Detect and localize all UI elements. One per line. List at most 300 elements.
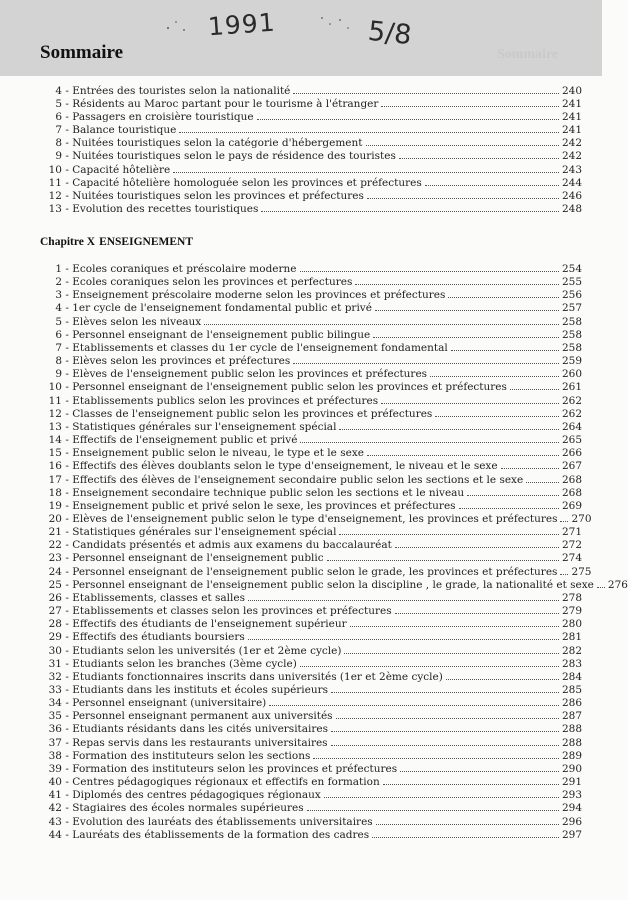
item-separator: -	[62, 618, 73, 631]
dot-leader	[372, 828, 559, 838]
item-page: 271	[561, 526, 582, 539]
dot-leader	[331, 736, 559, 746]
toc-row[interactable]	[40, 499, 582, 512]
item-title: Balance touristique	[72, 124, 177, 137]
item-number: 28	[48, 618, 62, 631]
item-separator: -	[62, 176, 73, 189]
dot-leader	[248, 630, 559, 640]
toc-row[interactable]	[40, 762, 582, 775]
toc-row[interactable]	[40, 644, 582, 657]
item-number: 17	[48, 473, 62, 486]
toc-row[interactable]	[40, 683, 582, 696]
item-number: 6	[55, 328, 62, 341]
dot-leader	[336, 709, 559, 719]
dot-leader	[383, 775, 559, 785]
item-number: 11	[48, 394, 62, 407]
item-separator: -	[62, 657, 73, 670]
item-number: 10	[48, 381, 62, 394]
dot-leader	[327, 551, 559, 561]
toc-row[interactable]	[40, 301, 582, 314]
toc-row[interactable]	[40, 578, 628, 591]
item-number: 41	[48, 789, 62, 802]
toc-row[interactable]	[40, 801, 582, 814]
toc-row[interactable]	[40, 828, 582, 841]
item-page: 278	[561, 591, 582, 604]
item-title: Evolution des recettes touristiques	[72, 202, 259, 215]
item-separator: -	[62, 605, 73, 618]
item-separator: -	[62, 710, 73, 723]
toc-row[interactable]	[40, 380, 582, 393]
item-title: Etablissements et classes selon les provinces et préfectures	[72, 605, 392, 618]
item-separator: -	[62, 552, 73, 565]
toc-row[interactable]	[40, 736, 582, 749]
item-title: Effectifs de l'enseignement public et privé	[72, 434, 298, 447]
header-band	[0, 0, 602, 76]
item-separator: -	[62, 302, 73, 315]
toc-row[interactable]	[40, 433, 582, 446]
item-title: Effectifs des étudiants boursiers	[72, 631, 245, 644]
dot-leader	[300, 262, 559, 272]
item-page: 290	[561, 762, 582, 775]
item-separator: -	[62, 473, 73, 486]
item-separator: -	[62, 189, 73, 202]
item-number: 15	[48, 447, 62, 460]
item-page: 288	[561, 723, 582, 736]
item-separator: -	[62, 670, 73, 683]
dot-leader	[331, 683, 559, 693]
toc-row[interactable]	[40, 788, 582, 801]
item-title: Enseignement secondaire technique public selon les sections et le niveau	[72, 486, 465, 499]
item-number: 7	[55, 341, 62, 354]
dot-leader	[257, 110, 559, 120]
dot-leader	[350, 617, 559, 627]
item-number: 35	[48, 710, 62, 723]
item-number: 3	[55, 289, 62, 302]
item-title: Elèves de l'enseignement public selon les provinces et préfectures	[72, 368, 428, 381]
toc-row[interactable]	[40, 202, 582, 215]
dot-leader	[597, 578, 605, 588]
dot-leader	[501, 459, 559, 469]
handwritten-fraction: 5/8	[366, 15, 413, 52]
item-page: 287	[561, 710, 582, 723]
toc-row[interactable]	[40, 354, 582, 367]
toc-row[interactable]	[40, 275, 582, 288]
item-separator: -	[62, 202, 73, 215]
item-page: 246	[561, 189, 582, 202]
item-separator: -	[62, 328, 73, 341]
item-page: 274	[561, 552, 582, 565]
item-page: 248	[561, 202, 582, 215]
item-title: Capacité hôtelière	[72, 163, 171, 176]
item-number: 13	[48, 202, 62, 215]
item-title: Etudiants dans les instituts et écoles supérieurs	[72, 684, 329, 696]
item-title: Repas servis dans les restaurants universitaires	[72, 736, 328, 749]
dot-leader	[467, 486, 559, 496]
item-separator: -	[62, 631, 73, 644]
dot-leader	[324, 788, 559, 798]
chapter-heading	[40, 236, 193, 248]
item-separator: -	[62, 124, 73, 137]
item-number: 8	[55, 137, 62, 150]
item-number: 9	[55, 368, 62, 381]
item-page: 254	[561, 263, 582, 275]
dot-leader	[331, 722, 559, 732]
toc-row[interactable]	[40, 709, 582, 722]
dot-leader	[300, 433, 559, 443]
item-title: Entrées des touristes selon la nationalité	[72, 85, 291, 97]
item-number: 22	[48, 539, 62, 552]
item-number: 40	[48, 776, 62, 789]
item-number: 4	[55, 302, 62, 315]
item-number: 5	[55, 315, 62, 328]
item-page: 284	[561, 670, 582, 683]
item-number: 29	[48, 631, 62, 644]
item-separator: -	[62, 420, 73, 433]
item-number: 25	[48, 578, 62, 591]
item-page: 256	[561, 289, 582, 302]
toc-row[interactable]	[40, 288, 582, 301]
dot-leader	[395, 604, 559, 614]
dot-leader	[293, 354, 559, 364]
item-separator: -	[62, 341, 73, 354]
item-number: 16	[48, 460, 62, 473]
item-title: Formation des instituteurs selon les sections	[72, 749, 311, 762]
dot-leader	[373, 328, 559, 338]
item-number: 37	[48, 736, 62, 749]
toc-row[interactable]	[40, 551, 582, 564]
toc-row[interactable]	[40, 722, 582, 735]
item-separator: -	[62, 289, 73, 302]
dot-leader	[430, 367, 559, 377]
item-title: Stagiaires des écoles normales supérieures	[72, 802, 304, 815]
item-title: Centres pédagogiques régionaux et effectifs en formation	[72, 776, 380, 789]
item-separator: -	[62, 315, 73, 328]
toc-row[interactable]	[40, 341, 582, 354]
item-title: 1er cycle de l'enseignement fondamental public et privé	[72, 302, 372, 315]
item-page: 272	[561, 539, 582, 552]
item-page: 262	[561, 394, 582, 407]
dot-leader	[459, 499, 559, 509]
toc-row[interactable]	[40, 446, 582, 459]
item-title: Enseignement public selon le niveau, le type et le sexe	[72, 447, 364, 460]
item-number: 43	[48, 815, 62, 828]
item-title: Personnel enseignant de l'enseignement public selon le grade, les provinces et préfectures	[72, 565, 558, 578]
item-page: 261	[561, 381, 582, 394]
dot-leader	[204, 315, 559, 325]
toc-row[interactable]	[40, 394, 582, 407]
item-number: 23	[48, 552, 62, 565]
item-page: 291	[561, 776, 582, 789]
item-page: 241	[561, 111, 582, 124]
item-title: Personnel enseignant de l'enseignement public bilingue	[72, 328, 371, 341]
chapter-label: Chapitre X	[40, 236, 96, 248]
item-title: Classes de l'enseignement public selon les provinces et préfectures	[72, 407, 433, 420]
item-title: Effectifs des étudiants de l'enseignement supérieur	[72, 618, 347, 631]
toc-row[interactable]	[40, 749, 582, 762]
toc-row[interactable]	[40, 630, 582, 643]
dot-leader	[399, 149, 559, 159]
item-separator: -	[62, 828, 73, 841]
item-title: Candidats présentés et admis aux examens du baccalauréat	[72, 539, 392, 552]
item-separator: -	[62, 762, 73, 775]
item-separator: -	[62, 591, 73, 604]
item-number: 31	[48, 657, 62, 670]
toc-row[interactable]	[40, 136, 582, 149]
item-page: 242	[561, 150, 582, 163]
speck	[175, 21, 177, 23]
item-page: 276	[607, 578, 628, 591]
toc-row[interactable]	[40, 525, 582, 538]
item-number: 4	[55, 85, 62, 97]
item-title: Etablissements, classes et salles	[72, 591, 245, 604]
item-number: 26	[48, 591, 62, 604]
item-separator: -	[62, 368, 73, 381]
item-separator: -	[62, 644, 73, 657]
item-number: 19	[48, 499, 62, 512]
speck	[339, 19, 341, 21]
item-number: 2	[55, 276, 62, 289]
item-title: Personnel enseignant de l'enseignement public selon les provinces et préfectures	[72, 381, 507, 394]
item-number: 36	[48, 723, 62, 736]
item-number: 9	[55, 150, 62, 163]
dot-leader	[448, 288, 559, 298]
dot-leader	[293, 84, 559, 94]
item-number: 27	[48, 605, 62, 618]
item-separator: -	[62, 381, 73, 394]
dot-leader	[560, 565, 568, 575]
item-page: 243	[561, 163, 582, 176]
item-separator: -	[62, 98, 73, 111]
toc-row[interactable]	[40, 328, 582, 341]
toc-row[interactable]	[40, 163, 582, 176]
item-title: Effectifs des élèves doublants selon le type d'enseignement, le niveau et le sexe	[72, 460, 498, 473]
item-number: 14	[48, 434, 62, 447]
item-number: 7	[55, 124, 62, 137]
item-title: Formation des instituteurs selon les provinces et préfectures	[72, 762, 398, 775]
item-title: Elèves selon les provinces et préfectures	[72, 355, 291, 368]
item-separator: -	[62, 749, 73, 762]
toc-row[interactable]	[40, 591, 582, 604]
toc-row[interactable]	[40, 512, 592, 525]
item-title: Ecoles coraniques et préscolaire moderne	[72, 263, 297, 275]
toc-row[interactable]	[40, 815, 582, 828]
dot-leader	[425, 176, 559, 186]
toc-row[interactable]	[40, 84, 582, 97]
item-separator: -	[62, 789, 73, 802]
item-page: 293	[561, 789, 582, 802]
handwritten-year: 1991	[207, 7, 277, 42]
item-page: 283	[561, 657, 582, 670]
item-number: 18	[48, 486, 62, 499]
item-page: 258	[561, 341, 582, 354]
dot-leader	[375, 301, 559, 311]
dot-leader	[179, 123, 559, 133]
toc-row[interactable]	[40, 407, 582, 420]
item-number: 42	[48, 802, 62, 815]
item-separator: -	[62, 276, 73, 289]
item-page: 257	[561, 302, 582, 315]
toc-row[interactable]	[40, 604, 582, 617]
item-separator: -	[62, 137, 73, 150]
item-page: 255	[561, 276, 582, 289]
item-title: Etudiants fonctionnaires inscrits dans universités (1er et 2ème cycle)	[72, 670, 443, 683]
item-title: Passagers en croisière touristique	[72, 111, 254, 124]
dot-leader	[344, 644, 559, 654]
dot-leader	[367, 446, 559, 456]
dot-leader	[300, 657, 559, 667]
item-page: 266	[561, 447, 582, 460]
toc-row[interactable]	[40, 176, 582, 189]
item-number: 5	[55, 98, 62, 111]
item-title: Effectifs des élèves de l'enseignement secondaire public selon les sections et le sexe	[72, 473, 524, 486]
item-separator: -	[62, 150, 73, 163]
item-page: 268	[561, 473, 582, 486]
item-title: Personnel enseignant de l'enseignement public selon la discipline , le grade, la nationalité et sexe	[72, 578, 594, 591]
dot-leader	[313, 749, 559, 759]
item-page: 269	[561, 499, 582, 512]
toc-row[interactable]	[40, 97, 582, 110]
item-page: 258	[561, 315, 582, 328]
item-title: Etudiants selon les branches (3ème cycle)	[72, 657, 297, 670]
item-title: Nuitées touristiques selon la catégorie d'hébergement	[72, 137, 363, 150]
item-separator: -	[62, 512, 73, 525]
item-page: 244	[561, 176, 582, 189]
item-page: 275	[571, 565, 592, 578]
toc-row[interactable]	[40, 262, 582, 275]
item-page: 294	[561, 802, 582, 815]
item-page: 285	[561, 684, 582, 696]
item-number: 39	[48, 762, 62, 775]
toc-row[interactable]	[40, 315, 582, 328]
dot-leader	[435, 407, 559, 417]
item-separator: -	[62, 736, 73, 749]
item-page: 258	[561, 328, 582, 341]
item-separator: -	[62, 447, 73, 460]
item-separator: -	[62, 723, 73, 736]
item-separator: -	[62, 263, 73, 275]
toc-row[interactable]	[40, 367, 582, 380]
toc-row[interactable]	[40, 459, 582, 472]
toc-row[interactable]	[40, 110, 582, 123]
toc-row[interactable]	[40, 473, 582, 486]
dot-leader	[376, 815, 559, 825]
item-separator: -	[62, 499, 73, 512]
item-number: 6	[55, 111, 62, 124]
item-title: Etablissements et classes du 1er cycle de l'enseignement fondamental	[72, 341, 448, 354]
item-title: Résidents au Maroc partant pour le tourisme à l'étranger	[72, 98, 379, 111]
dot-leader	[307, 801, 559, 811]
item-separator: -	[62, 434, 73, 447]
item-separator: -	[62, 85, 73, 97]
item-title: Statistiques générales sur l'enseignement spécial	[72, 420, 337, 433]
item-separator: -	[62, 163, 73, 176]
item-separator: -	[62, 539, 73, 552]
item-page: 265	[561, 434, 582, 447]
ghost-title: Sommaire	[497, 47, 559, 62]
item-page: 281	[561, 631, 582, 644]
toc-row[interactable]	[40, 775, 582, 788]
item-number: 1	[55, 263, 62, 275]
item-number: 8	[55, 355, 62, 368]
speck	[347, 27, 349, 29]
dot-leader	[395, 538, 559, 548]
toc-row[interactable]	[40, 696, 582, 709]
dot-leader	[451, 341, 559, 351]
dot-leader	[339, 420, 559, 430]
dot-leader	[510, 380, 559, 390]
item-separator: -	[62, 815, 73, 828]
education-toc-list	[40, 262, 628, 841]
item-page: 270	[571, 512, 592, 525]
item-title: Etudiants selon les universités (1er et 2ème cycle)	[72, 644, 342, 657]
item-page: 268	[561, 486, 582, 499]
item-title: Enseignement préscolaire moderne selon les provinces et préfectures	[72, 289, 446, 302]
item-title: Evolution des lauréats des établissements universitaires	[72, 815, 373, 828]
toc-row[interactable]	[40, 565, 592, 578]
toc-row[interactable]	[40, 486, 582, 499]
item-number: 32	[48, 670, 62, 683]
toc-row[interactable]	[40, 657, 582, 670]
item-title: Personnel enseignant permanent aux universités	[72, 710, 333, 723]
item-page: 282	[561, 644, 582, 657]
item-number: 33	[48, 684, 62, 696]
item-separator: -	[62, 684, 73, 696]
item-page: 241	[561, 98, 582, 111]
item-page: 259	[561, 355, 582, 368]
toc-row[interactable]	[40, 149, 582, 162]
item-number: 24	[48, 565, 62, 578]
speck	[183, 29, 185, 31]
item-page: 279	[561, 605, 582, 618]
dot-leader	[367, 189, 559, 199]
dot-leader	[381, 394, 559, 404]
item-title: Capacité hôtelière homologuée selon les provinces et préfectures	[72, 176, 422, 189]
chapter-title: ENSEIGNEMENT	[99, 236, 193, 248]
item-title: Etablissements publics selon les provinces et préfectures	[72, 394, 379, 407]
toc-row[interactable]	[40, 670, 582, 683]
item-page: 288	[561, 736, 582, 749]
toc-row[interactable]	[40, 420, 582, 433]
item-separator: -	[62, 460, 73, 473]
item-title: Personnel enseignant (universitaire)	[72, 697, 267, 710]
toc-row[interactable]	[40, 123, 582, 136]
item-page: 241	[561, 124, 582, 137]
toc-row[interactable]	[40, 189, 582, 202]
toc-row[interactable]	[40, 538, 582, 551]
item-separator: -	[62, 802, 73, 815]
dot-leader	[173, 163, 559, 173]
item-page: 296	[561, 815, 582, 828]
item-separator: -	[62, 578, 73, 591]
dot-leader	[446, 670, 559, 680]
item-page: 297	[561, 828, 582, 841]
item-title: Statistiques générales sur l'enseignement spécial	[72, 526, 337, 539]
dot-leader	[381, 97, 559, 107]
item-title: Nuitées touristiques selon le pays de résidence des touristes	[72, 150, 396, 163]
dot-leader	[560, 512, 568, 522]
item-title: Diplomés des centres pédagogiques régionaux	[72, 789, 321, 802]
item-number: 21	[48, 526, 62, 539]
dot-leader	[248, 591, 559, 601]
item-title: Elèves de l'enseignement public selon le type d'enseignement, les provinces et préfectures	[72, 512, 558, 525]
speck	[167, 27, 169, 29]
item-title: Lauréats des établissements de la formation des cadres	[72, 828, 370, 841]
item-title: Ecoles coraniques selon les provinces et perfectures	[72, 276, 353, 289]
item-title: Nuitées touristiques selon les provinces et préfectures	[72, 189, 364, 202]
item-page: 240	[561, 85, 582, 97]
item-title: Etudiants résidants dans les cités universitaires	[72, 723, 329, 736]
toc-row[interactable]	[40, 617, 582, 630]
